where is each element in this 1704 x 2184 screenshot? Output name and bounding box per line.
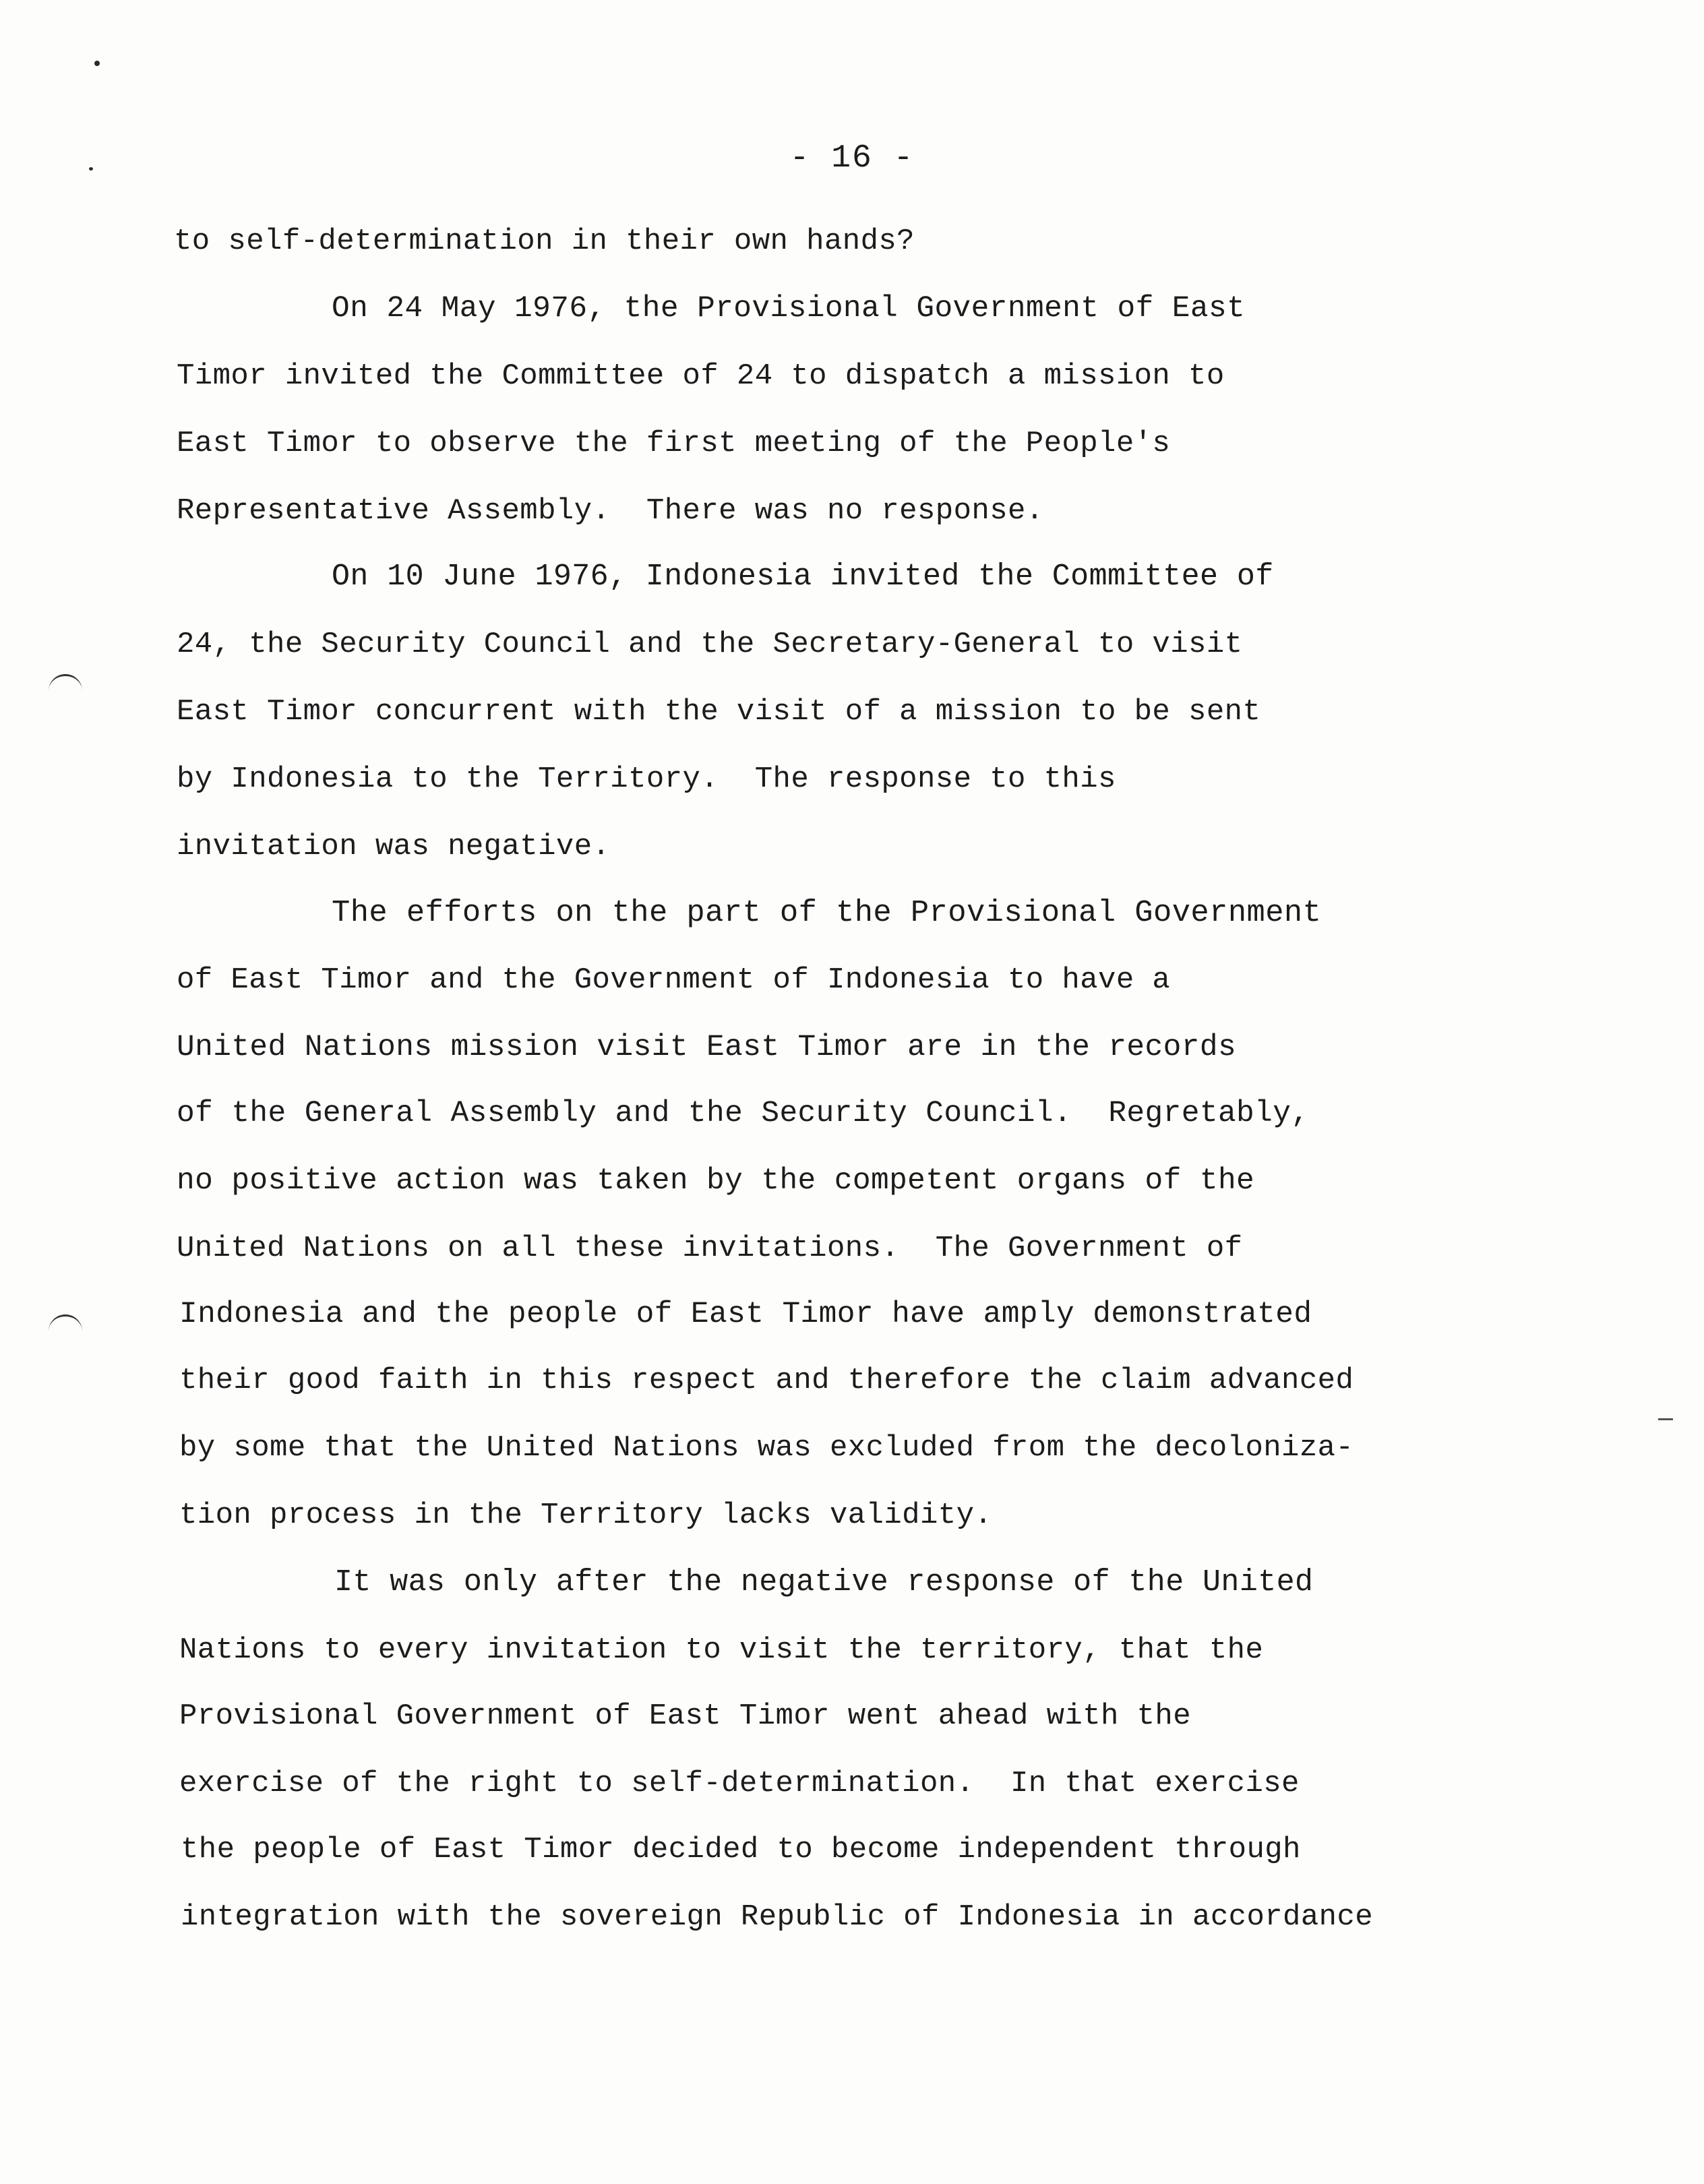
text-line: Representative Assembly. There was no response. [177, 494, 1044, 528]
text-line: Timor invited the Committee of 24 to dispatch a mission to [177, 359, 1225, 393]
text-line: of the General Assembly and the Security Council. Regretably, [177, 1097, 1310, 1130]
text-line: East Timor concurrent with the visit of a mission to be sent [177, 695, 1261, 729]
text-line: East Timor to observe the first meeting of the People's [177, 427, 1171, 460]
text-line: by some that the United Nations was excluded from the decoloniza- [179, 1431, 1354, 1465]
text-line: their good faith in this respect and therefore the claim advanced [179, 1364, 1354, 1397]
margin-mark [49, 1314, 82, 1331]
text-line: exercise of the right to self-determination. In that exercise [179, 1767, 1300, 1800]
scan-speck [94, 61, 100, 66]
scan-speck [89, 167, 93, 171]
text-line: The efforts on the part of the Provisional Government [332, 895, 1322, 930]
text-line: of East Timor and the Government of Indonesia to have a [177, 963, 1171, 997]
text-line: by Indonesia to the Territory. The response to this [177, 762, 1116, 796]
text-line: integration with the sovereign Republic of Indonesia in accordance [181, 1900, 1374, 1934]
text-line: 24, the Security Council and the Secretary-General to visit [177, 628, 1243, 661]
text-line: Provisional Government of East Timor went ahead with the [179, 1699, 1192, 1733]
text-line: It was only after the negative response of the United [334, 1565, 1314, 1600]
text-line: United Nations mission visit East Timor are in the records [177, 1031, 1237, 1064]
text-line: the people of East Timor decided to become independent through [181, 1833, 1301, 1867]
text-line: to self-determination in their own hands? [174, 224, 915, 258]
text-line: Indonesia and the people of East Timor have amply demonstrated [179, 1298, 1312, 1331]
text-line: no positive action was taken by the competent organs of the [177, 1164, 1255, 1198]
text-line: tion process in the Territory lacks validity. [179, 1498, 993, 1532]
text-line: On 10 June 1976, Indonesia invited the Committee of [332, 559, 1274, 594]
margin-mark [49, 674, 82, 691]
margin-mark [1658, 1418, 1673, 1420]
text-line: invitation was negative. [177, 830, 611, 863]
text-line: On 24 May 1976, the Provisional Government of East [332, 292, 1246, 326]
page-number: - 16 - [789, 140, 915, 177]
text-line: United Nations on all these invitations. The Government of [177, 1232, 1243, 1265]
text-line: Nations to every invitation to visit the territory, that the [179, 1633, 1264, 1667]
